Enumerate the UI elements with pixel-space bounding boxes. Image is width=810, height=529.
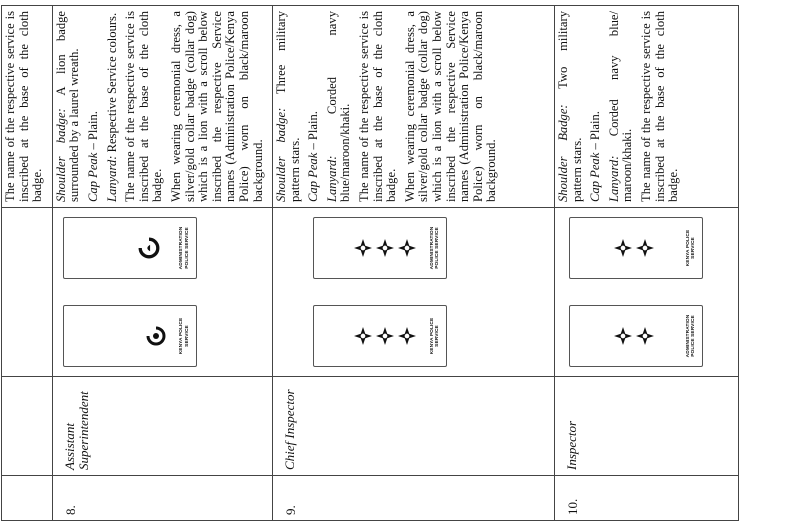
number-cell	[555, 476, 739, 521]
description-cell	[273, 6, 555, 208]
shoulder-badge	[569, 217, 703, 279]
description-line: When wearing ceremonial dress, a silver/gold collar badge (collar dog) which is a lion with a scroll below inscribed the respective Service names (Administration Police/Kenya Police) worn on black/maroon background.	[402, 11, 499, 202]
rank-cell	[2, 377, 53, 476]
description-line: Shoulder Badge: Two military pattern stars.	[556, 11, 584, 202]
military-star-icon	[354, 327, 372, 345]
military-star-icon	[376, 327, 394, 345]
description-line: Lanyard: Corded navy blue/ maroon/khaki.	[606, 11, 635, 202]
military-star-icon	[614, 239, 632, 257]
description-line: When wearing ceremonial dress, a silver/gold collar badge (collar dog) which is a lion with a scroll below inscribed the respective Service names (Administration Police/Kenya Police) worn on black/maroon background.	[168, 11, 265, 202]
shoulder-badge	[63, 305, 197, 367]
rank-cell	[555, 377, 739, 476]
number-cell	[273, 476, 555, 521]
description-line: The name of the respective service is inscribed at the base of the cloth badge.	[357, 11, 399, 202]
row-number: 10.	[565, 498, 581, 515]
rank-name: Inspector	[564, 420, 580, 470]
military-star-icon	[398, 327, 416, 345]
star-group	[614, 306, 654, 366]
description-cell	[52, 6, 272, 208]
description-line: Shoulder badge: Three military pattern stars.	[274, 11, 302, 202]
military-star-icon	[398, 239, 416, 257]
shoulder-badge	[63, 217, 197, 279]
rank-cell	[273, 377, 555, 476]
rank-name: Assistant Superintendent	[61, 391, 91, 470]
row-number: 8.	[62, 505, 78, 515]
description-line: Lanyard: Corded navy blue/maroon/khaki.	[324, 11, 353, 202]
rank-name: Chief Inspector	[282, 389, 298, 470]
insignia-cell	[273, 208, 555, 377]
description-cell	[555, 6, 739, 208]
rank-cell	[52, 377, 272, 476]
table-row	[555, 6, 739, 521]
lion-wreath-icon	[146, 326, 166, 346]
shoulder-badge	[313, 305, 447, 367]
table-row	[273, 6, 555, 521]
star-group	[614, 218, 654, 278]
number-cell	[2, 476, 53, 521]
description-line: Cap Peak – Plain.	[588, 111, 603, 202]
badge-caption: ADMINISTRATION POLICE SERVICE	[429, 226, 440, 270]
military-star-icon	[636, 239, 654, 257]
badge-caption: ADMINISTRATION POLICE SERVICE	[685, 314, 696, 358]
description-line: The name of the respective service is inscribed at the base of the cloth badge.	[639, 11, 681, 202]
description-line: The name of the respective service is inscribed at the base of the cloth badge.	[123, 11, 165, 202]
military-star-icon	[636, 327, 654, 345]
table-row	[2, 6, 53, 521]
insignia-cell	[2, 208, 53, 377]
badge-caption: KENYA POLICE SERVICE	[685, 229, 696, 267]
badge-caption: ADMINISTRATION POLICE SERVICE	[179, 226, 190, 270]
ranks-table	[1, 5, 739, 521]
military-star-icon	[614, 327, 632, 345]
description-line: Cap Peak – Plain.	[306, 111, 321, 202]
number-cell	[52, 476, 272, 521]
shoulder-badge	[569, 305, 703, 367]
military-star-icon	[354, 239, 372, 257]
insignia-cell	[555, 208, 739, 377]
table-row	[52, 6, 272, 521]
star-group	[354, 306, 416, 366]
description-line: Cap Peak – Plain.	[85, 111, 100, 202]
description-line: The name of the respective service is inscribed at the base of the cloth badge.	[3, 11, 45, 202]
lion-wreath-icon	[138, 237, 160, 259]
description-line: Shoulder badge: A lion badge surrounded by a laurel wreath.	[53, 10, 82, 202]
description-line: Lanyard: Respective Service colours.	[104, 12, 119, 202]
shoulder-badge	[313, 217, 447, 279]
badge-caption: KENYA POLICE SERVICE	[179, 317, 190, 355]
row-number: 9.	[283, 505, 299, 515]
description-cell	[2, 6, 53, 208]
military-star-icon	[376, 239, 394, 257]
insignia-cell	[52, 208, 272, 377]
badge-caption: KENYA POLICE SERVICE	[429, 317, 440, 355]
star-group	[354, 218, 416, 278]
